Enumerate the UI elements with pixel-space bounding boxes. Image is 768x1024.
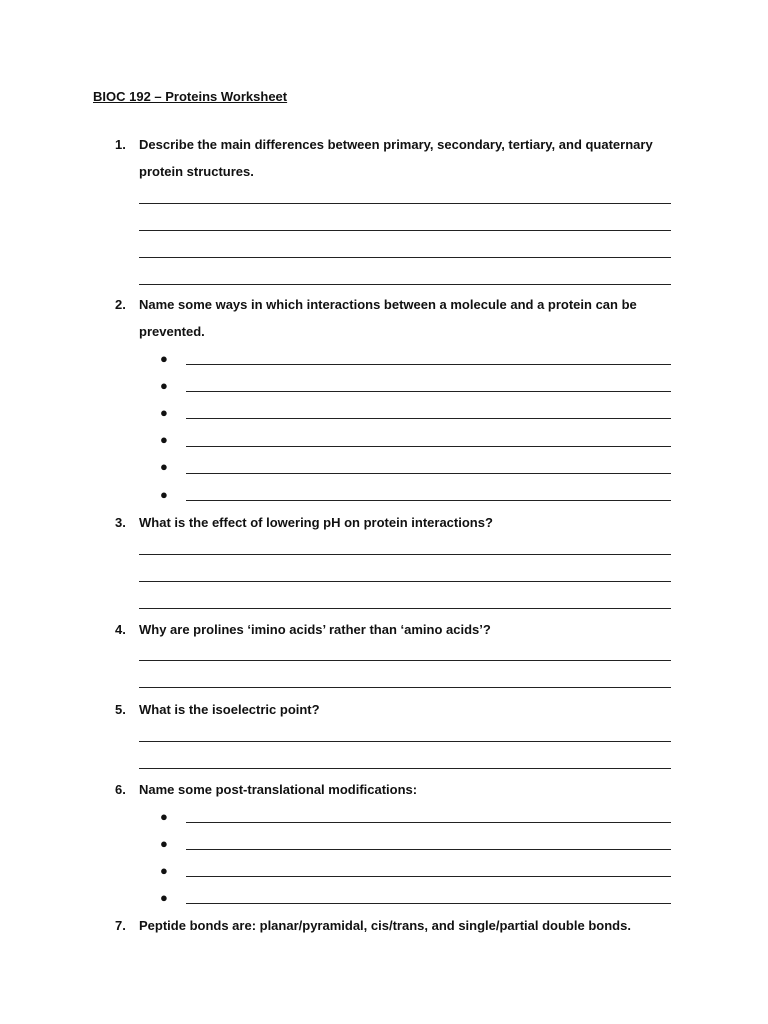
bullet-icon: ●: [160, 836, 168, 851]
bullet-answer-line[interactable]: [186, 364, 671, 365]
answer-line[interactable]: [139, 581, 671, 582]
worksheet-title: BIOC 192 – Proteins Worksheet: [93, 89, 288, 104]
bullet-icon: ●: [160, 890, 168, 905]
question-1-text-line-2: protein structures.: [139, 164, 254, 179]
bullet-answer-line[interactable]: [186, 418, 671, 419]
question-5-text: What is the isoelectric point?: [139, 702, 320, 717]
answer-line[interactable]: [139, 687, 671, 688]
bullet-answer-line[interactable]: [186, 446, 671, 447]
question-2-number: 2.: [115, 297, 126, 312]
bullet-icon: ●: [160, 809, 168, 824]
question-7-text: Peptide bonds are: planar/pyramidal, cis/trans, and single/partial double bonds.: [139, 918, 631, 933]
answer-line[interactable]: [139, 203, 671, 204]
question-4-text: Why are prolines ‘imino acids’ rather than ‘amino acids’?: [139, 622, 491, 637]
question-4-number: 4.: [115, 622, 126, 637]
answer-line[interactable]: [139, 230, 671, 231]
bullet-answer-line[interactable]: [186, 822, 671, 823]
question-5-number: 5.: [115, 702, 126, 717]
bullet-icon: ●: [160, 487, 168, 502]
answer-line[interactable]: [139, 741, 671, 742]
question-7-number: 7.: [115, 918, 126, 933]
answer-line[interactable]: [139, 257, 671, 258]
question-6-text: Name some post-translational modifications:: [139, 782, 418, 797]
question-1-text-line-1: Describe the main differences between primary, secondary, tertiary, and quaternary: [139, 137, 653, 152]
bullet-answer-line[interactable]: [186, 849, 671, 850]
bullet-icon: ●: [160, 378, 168, 393]
question-3-text: What is the effect of lowering pH on protein interactions?: [139, 515, 493, 530]
answer-line[interactable]: [139, 768, 671, 769]
question-6-number: 6.: [115, 782, 126, 797]
answer-line[interactable]: [139, 554, 671, 555]
question-2-text-line-2: prevented.: [139, 324, 205, 339]
bullet-answer-line[interactable]: [186, 903, 671, 904]
bullet-icon: ●: [160, 863, 168, 878]
answer-line[interactable]: [139, 284, 671, 285]
question-3-number: 3.: [115, 515, 126, 530]
bullet-icon: ●: [160, 405, 168, 420]
question-1-number: 1.: [115, 137, 126, 152]
bullet-answer-line[interactable]: [186, 500, 671, 501]
bullet-answer-line[interactable]: [186, 473, 671, 474]
bullet-icon: ●: [160, 459, 168, 474]
bullet-answer-line[interactable]: [186, 391, 671, 392]
bullet-icon: ●: [160, 351, 168, 366]
answer-line[interactable]: [139, 660, 671, 661]
bullet-answer-line[interactable]: [186, 876, 671, 877]
question-2-text-line-1: Name some ways in which interactions between a molecule and a protein can be: [139, 297, 637, 312]
bullet-icon: ●: [160, 432, 168, 447]
answer-line[interactable]: [139, 608, 671, 609]
